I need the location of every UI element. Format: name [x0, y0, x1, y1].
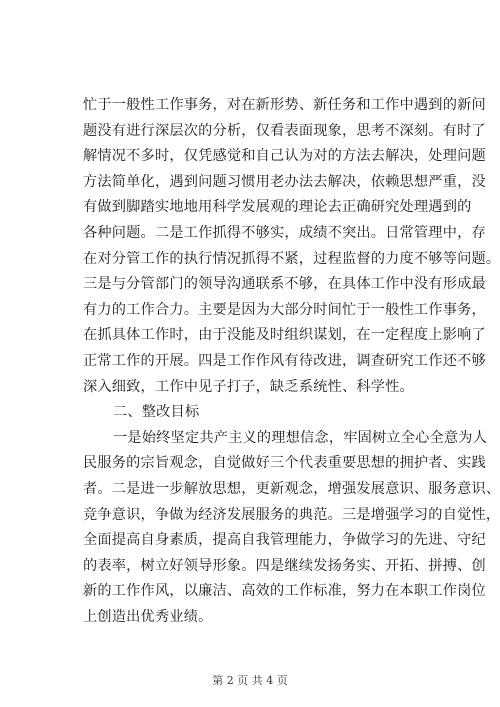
- paragraph-line: 方法简单化，遇到问题习惯用老办法去解决，依赖思想严重，没: [83, 173, 486, 190]
- paragraph-line: 上创造出优秀业绩。: [83, 608, 213, 625]
- paragraph-line: 竞争意识，争做为经济发展服务的典范。三是增强学习的自觉性，: [83, 506, 500, 523]
- paragraph-line: 有做到脚踏实地地用科学发展观的理论去正确研究处理遇到的: [83, 199, 472, 216]
- paragraph-line: 有力的工作合力。主要是因为大部分时间忙于一般性工作事务，: [83, 301, 486, 318]
- paragraph-line: 的表率，树立好领导形象。四是继续发扬务实、开拓、拼搏、创: [83, 557, 486, 574]
- paragraph-line: 正常工作的开展。四是工作作风有待改进，调查研究工作还不够: [83, 352, 486, 369]
- paragraph-line: 题没有进行深层次的分析，仅看表面现象，思考不深刻。有时了: [83, 122, 486, 139]
- paragraph-line: 在对分管工作的执行情况抓得不紧，过程监督的力度不够等问题。: [83, 250, 500, 267]
- document-body: [83, 93, 500, 630]
- paragraph-line: 新的工作作风，以廉洁、高效的工作标准，努力在本职工作岗位: [83, 583, 486, 600]
- paragraph-line: 民服务的宗旨观念，自觉做好三个代表重要思想的拥护者、实践: [83, 455, 486, 472]
- paragraph-line: 者。二是进一步解放思想，更新观念，增强发展意识、服务意识、: [83, 480, 500, 497]
- paragraph-line: 全面提高自身素质，提高自我管理能力，争做学习的先进、守纪: [83, 532, 486, 549]
- paragraph-line: 忙于一般性工作事务，对在新形势、新任务和工作中遇到的新问: [83, 97, 486, 113]
- paragraph-line: 深入细致，工作中见子打子，缺乏系统性、科学性。: [83, 378, 414, 395]
- paragraph-line: 解情况不多时，仅凭感觉和自己认为对的方法去解决，处理问题: [83, 148, 486, 165]
- page-number-footer: 第 2 页 共 4 页: [212, 674, 288, 687]
- paragraph-line: 三是与分管部门的领导沟通联系不够，在具体工作中没有形成最: [83, 276, 486, 293]
- paragraph-line: 一是始终坚定共产主义的理想信念，牢固树立全心全意为人: [113, 429, 488, 446]
- paragraph-line: 在抓具体工作时，由于没能及时组织谋划，在一定程度上影响了: [83, 327, 486, 344]
- paragraph-line: 各种问题。二是工作抓得不够实，成绩不突出。日常管理中，存: [83, 224, 486, 241]
- section-heading: 二、整改目标: [113, 404, 200, 421]
